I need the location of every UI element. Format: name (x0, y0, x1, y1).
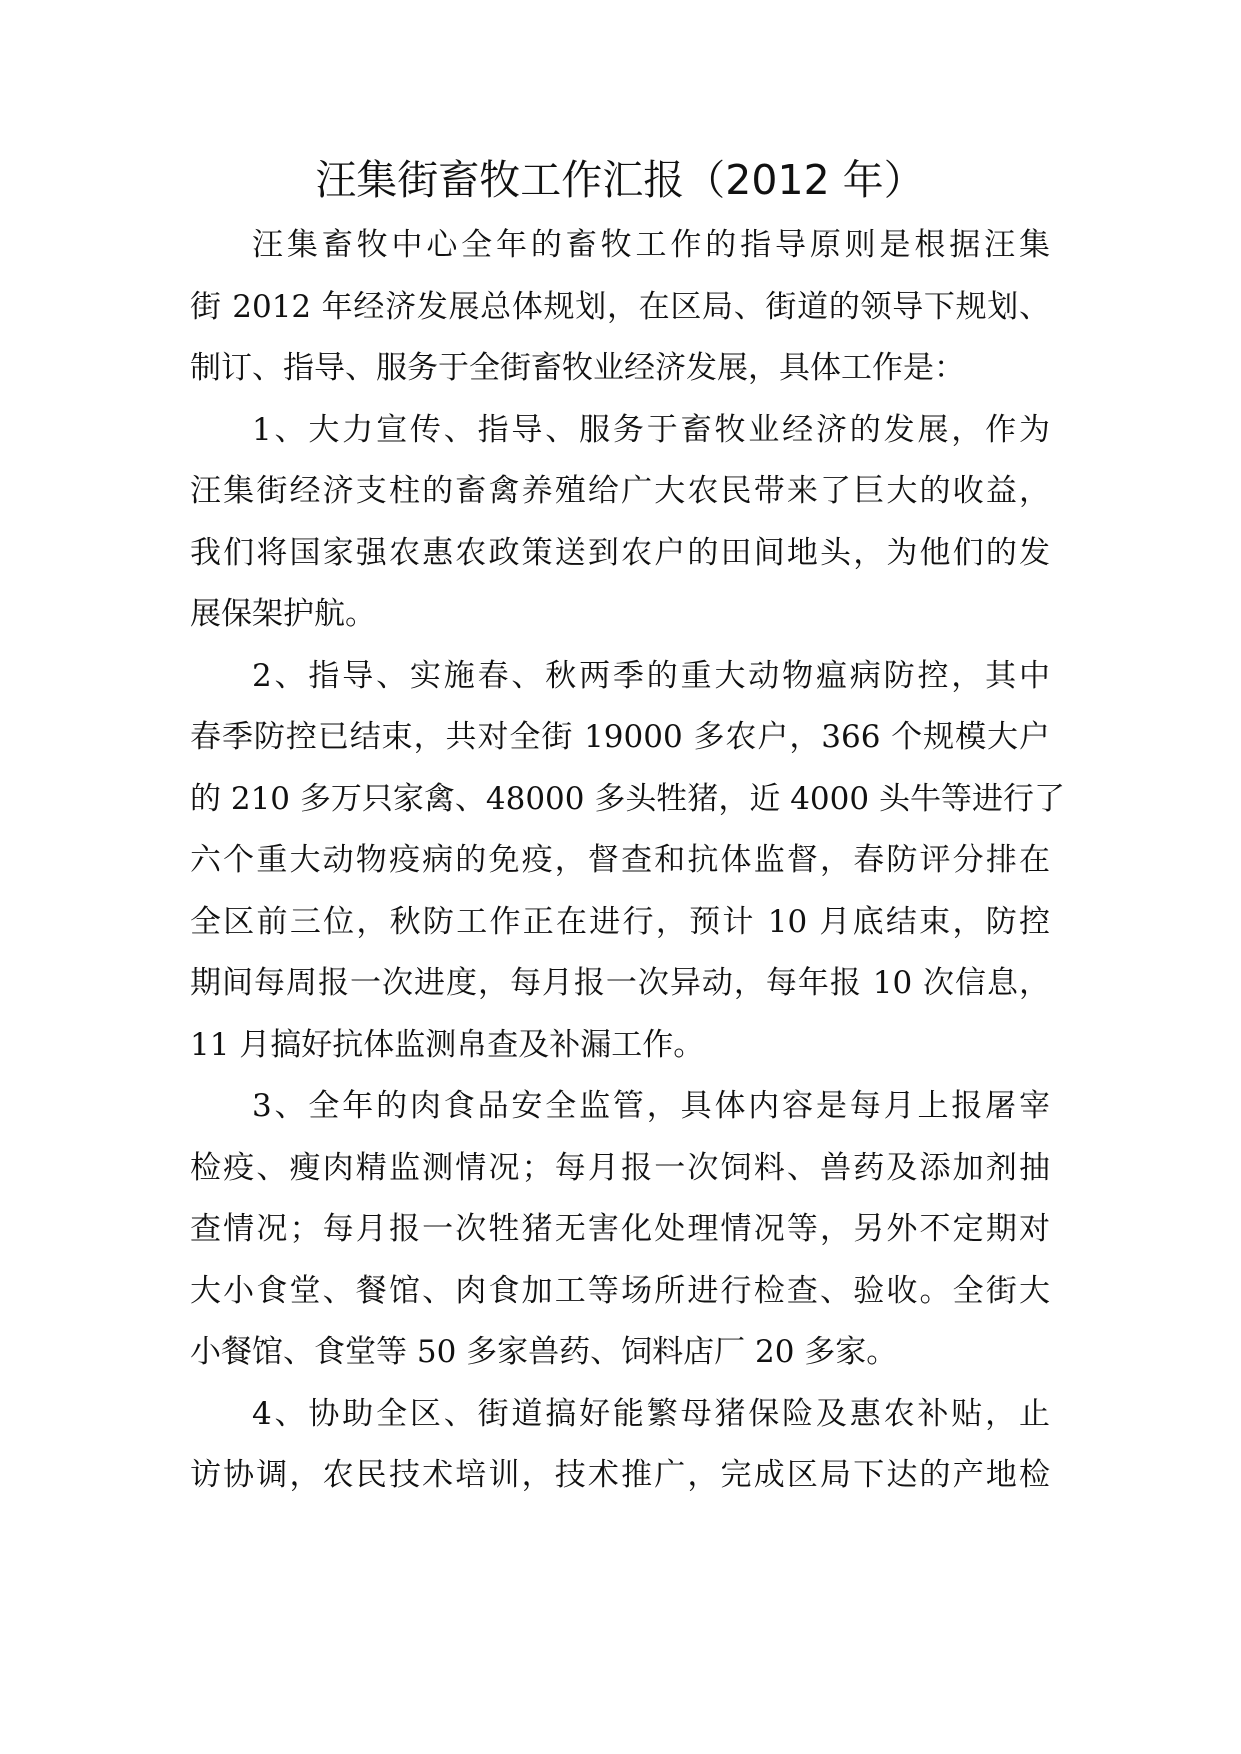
text-line: 春季防控已结束，共对全街 19000 多农户，366 个规模大户 (190, 719, 1050, 755)
text-line: 全区前三位，秋防工作正在进行，预计 10 月底结束，防控 (190, 903, 1050, 940)
text-line: 汪集街经济支柱的畜禽养殖给广大农民带来了巨大的收益， (190, 473, 1050, 509)
text-line: 查情况；每月报一次牲猪无害化处理情况等，另外不定期对 (190, 1211, 1050, 1247)
paragraph-item-4 (190, 1384, 1050, 1507)
text-line: 2、指导、实施春、秋两季的重大动物瘟病防控，其中 (252, 657, 1050, 694)
paragraph-item-2 (190, 646, 1065, 1077)
text-line: 我们将国家强农惠农政策送到农户的田间地头，为他们的发 (190, 534, 1050, 571)
text-line: 3、全年的肉食品安全监管，具体内容是每月上报屠宰 (252, 1088, 1050, 1124)
paragraph-item-3 (190, 1076, 1050, 1384)
paragraph-item-1 (190, 400, 1050, 646)
paragraph-intro (190, 215, 1050, 400)
text-line: 汪集畜牧中心全年的畜牧工作的指导原则是根据汪集 (252, 227, 1050, 263)
text-line: 4、协助全区、街道搞好能繁母猪保险及惠农补贴，止 (252, 1395, 1050, 1432)
text-line: 大小食堂、餐馆、肉食加工等场所进行检查、验收。全街大 (190, 1272, 1050, 1309)
document-title: 汪集街畜牧工作汇报（2012 年） (315, 156, 925, 204)
text-line: 六个重大动物疫病的免疫，督查和抗体监督，春防评分排在 (190, 842, 1050, 878)
text-line: 的 210 多万只家禽、48000 多头牲猪，近 4000 头牛等进行了 (190, 780, 1065, 817)
text-line: 小餐馆、食堂等 50 多家兽药、饲料店厂 20 多家。 (190, 1334, 898, 1370)
text-line: 11 月搞好抗体监测帛查及补漏工作。 (190, 1026, 705, 1063)
text-line: 街 2012 年经济发展总体规划，在区局、街道的领导下规划、 (190, 288, 1050, 325)
text-line: 期间每周报一次进度，每月报一次异动，每年报 10 次信息， (190, 965, 1050, 1001)
text-line: 检疫、瘦肉精监测情况；每月报一次饲料、兽药及添加剂抽 (190, 1149, 1050, 1186)
text-line: 1、大力宣传、指导、服务于畜牧业经济的发展，作为 (252, 411, 1050, 448)
document-body (190, 215, 1065, 1507)
text-line: 制订、指导、服务于全街畜牧业经济发展，具体工作是： (190, 350, 965, 386)
text-line: 访协调，农民技术培训，技术推广，完成区局下达的产地检 (190, 1457, 1050, 1493)
text-line: 展保架护航。 (190, 596, 376, 632)
